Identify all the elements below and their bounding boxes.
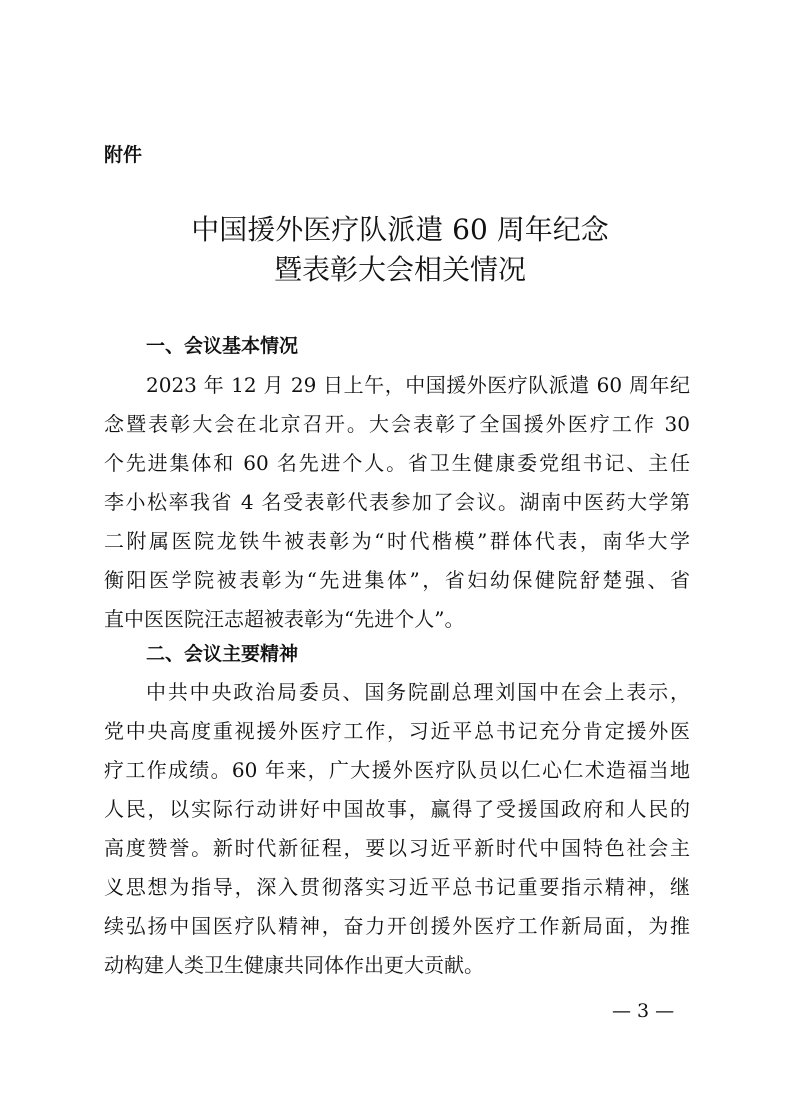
title-line-2: 暨表彰大会相关情况 — [273, 253, 526, 286]
paragraph-line: 义思想为指导，深入贯彻落实习近平总书记重要指示精神，继 — [104, 875, 690, 899]
paragraph-line: 续弘扬中国医疗队精神，奋力开创援外医疗工作新局面，为推 — [104, 914, 690, 938]
paragraph-main-spirit — [104, 673, 690, 985]
section-heading-basic-info: 一、会议基本情况 — [146, 335, 299, 357]
paragraph-line: 念暨表彰大会在北京召开。大会表彰了全国援外医疗工作 30 — [104, 412, 690, 436]
page-number: — 3 — — [612, 1000, 675, 1022]
paragraph-line: 高度赞誉。新时代新征程，要以习近平新时代中国特色社会主 — [104, 836, 690, 860]
paragraph-line: 衡阳医学院被表彰为“先进集体”，省妇幼保健院舒楚强、省 — [104, 568, 690, 592]
section-heading-main-spirit: 二、会议主要精神 — [146, 643, 299, 665]
attachment-label: 附件 — [104, 144, 143, 166]
title-line-1: 中国援外医疗队派遣 60 周年纪念 — [191, 213, 609, 246]
paragraph-line: 疗工作成绩。60 年来，广大援外医疗队员以仁心仁术造福当地 — [104, 758, 690, 782]
document-title — [100, 210, 700, 290]
paragraph-line: 中共中央政治局委员、国务院副总理刘国中在会上表示， — [146, 680, 690, 704]
paragraph-line: 个先进集体和 60 名先进个人。省卫生健康委党组书记、主任 — [104, 451, 690, 475]
paragraph-line: 动构建人类卫生健康共同体作出更大贡献。 — [104, 953, 484, 977]
paragraph-line: 李小松率我省 4 名受表彰代表参加了会议。湖南中医药大学第 — [104, 490, 690, 514]
paragraph-basic-info — [104, 366, 690, 639]
paragraph-line: 人民，以实际行动讲好中国故事，赢得了受援国政府和人民的 — [104, 797, 690, 821]
paragraph-line: 直中医医院汪志超被表彰为“先进个人”。 — [104, 607, 465, 631]
paragraph-line: 党中央高度重视援外医疗工作，习近平总书记充分肯定援外医 — [104, 719, 690, 743]
paragraph-line: 二附属医院龙铁牛被表彰为“时代楷模”群体代表，南华大学 — [104, 529, 690, 553]
paragraph-line: 2023 年 12 月 29 日上午，中国援外医疗队派遣 60 周年纪 — [146, 373, 690, 397]
